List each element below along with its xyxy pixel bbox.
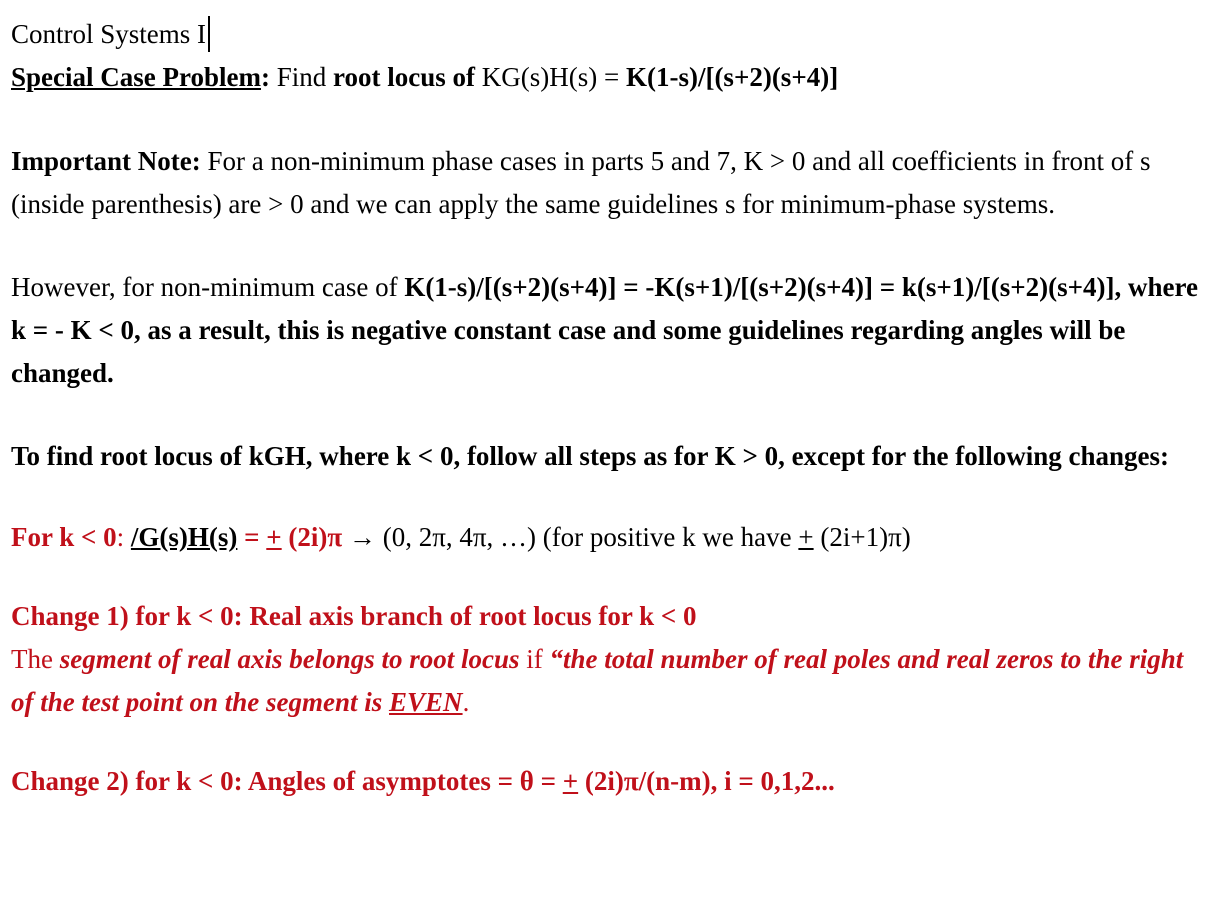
change-1: Change 1) for k < 0: Real axis branch of root locus for k < 0 The segment of real axis belongs to root locus if “the total number of real poles and real zeros to the right of the test point on the segment is EVEN.	[11, 601, 1184, 717]
document-body[interactable]	[11, 12, 1206, 803]
important-note-label: Important Note:	[11, 146, 201, 176]
for-k-negative-line: For k < 0: /G(s)H(s) = + (2i)π → (0, 2π, 4π, …) (for positive k we have + (2i+1)π)	[11, 522, 911, 552]
even-emphasis: EVEN	[389, 687, 463, 717]
special-case-line: Special Case Problem: Find root locus of KG(s)H(s) = K(1-s)/[(s+2)(s+4)]	[11, 62, 839, 92]
to-find-paragraph: To find root locus of kGH, where k < 0, follow all steps as for K > 0, except for the following changes:	[11, 441, 1170, 471]
angle-expression: /G(s)H(s)	[130, 522, 238, 552]
text-cursor	[208, 16, 210, 52]
however-paragraph: However, for non-minimum case of K(1-s)/[(s+2)(s+4)] = -K(s+1)/[(s+2)(s+4)] = k(s+1)/[(s+2)(s+4)], where k = - K < 0, as a result, this is negative constant case and some guidelines regarding angles will be changed.	[11, 272, 1199, 388]
transfer-function: K(1-s)/[(s+2)(s+4)]	[625, 62, 839, 92]
document-title	[11, 12, 1206, 56]
title-text: Control Systems I	[11, 19, 207, 49]
important-note: Important Note: For a non-minimum phase cases in parts 5 and 7, K > 0 and all coefficients in front of s (inside parenthesis) are > 0 and we can apply the same guidelines s for minimum-phase systems.	[11, 146, 1151, 219]
change-2: Change 2) for k < 0: Angles of asymptotes = θ = + (2i)π/(n-m), i = 0,1,2...	[11, 766, 835, 796]
change-1-heading: Change 1) for k < 0: Real axis branch of root locus for k < 0	[11, 601, 697, 631]
special-case-label: Special Case Problem	[11, 62, 261, 92]
